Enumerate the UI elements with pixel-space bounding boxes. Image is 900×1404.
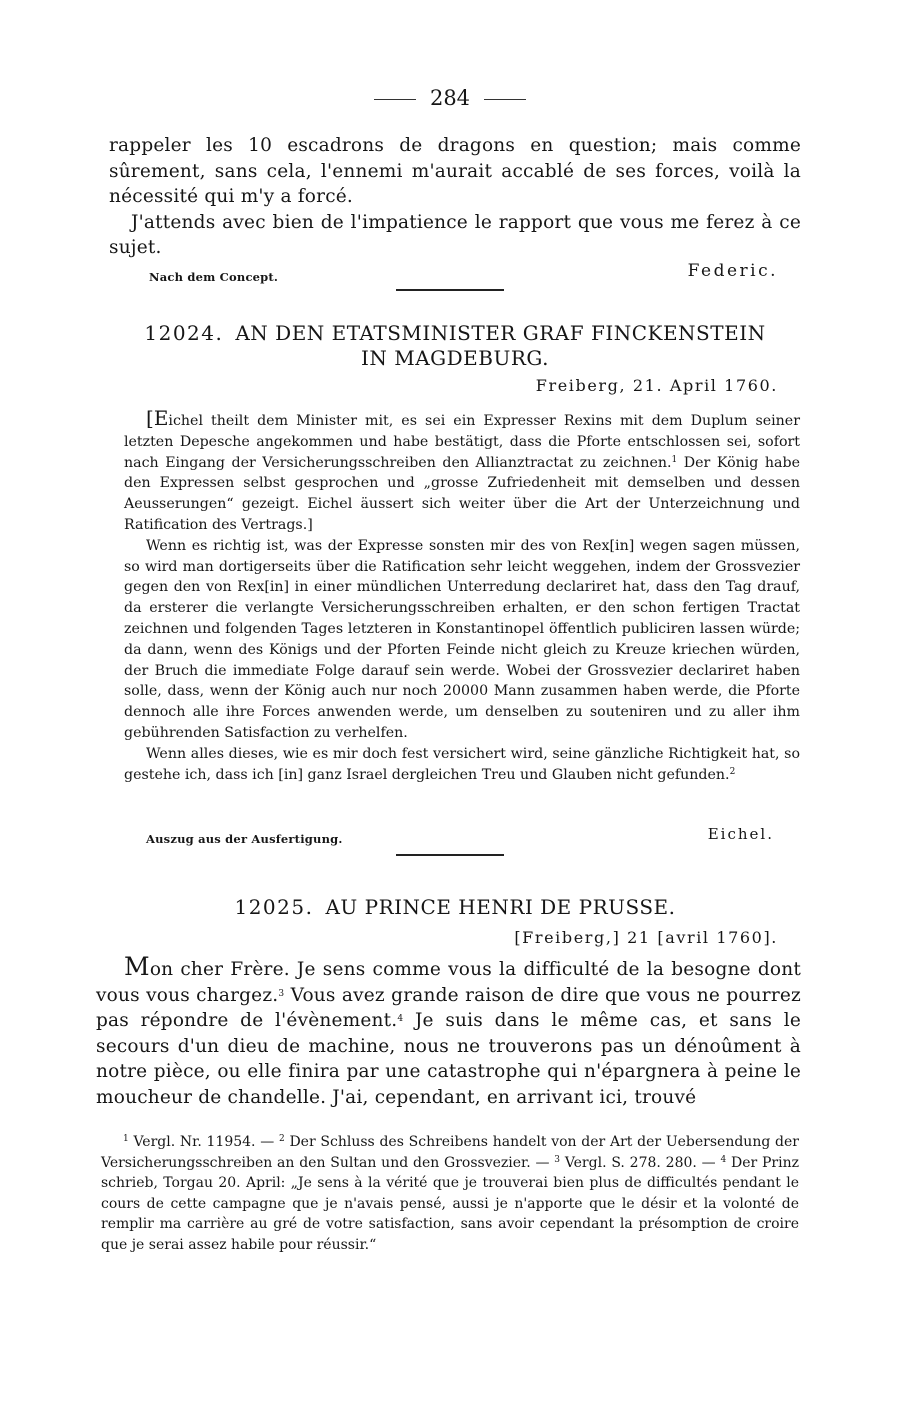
footnote-marker: 3 <box>554 1154 561 1165</box>
footnote-text: $^1$ Vergl. Nr. 11954. — $^2$ Der Schluss des Schreibens handelt von der Art der Uebersendung der Versicherungsschreiben an den Sultan und den Grossvezier. — $^3$ Vergl. S. 278. 280. — $^4$ Der Prinz schrieb, Torgau 20. April: „Je sens à la vérité que je trouverai bien plus de difficultés pendant le cours de cette campagne que je n'avais pensé, aussi je n'apporte que le désir et la volonté de remplir ma carrière au gré de votre satisfaction, sans avoir cependant la présomption de croire que je serai assez habile pour réussir.“ <box>101 1134 799 1253</box>
dateline: Freiberg, 21. April 1760. <box>535 376 778 395</box>
recipient-line: AN DEN ETATSMINISTER GRAF FINCKENSTEIN <box>235 321 766 345</box>
footnote-ref: 2 <box>729 766 736 777</box>
separator-rule <box>396 289 504 291</box>
opening-paragraph: rappeler les 10 escadrons de dragons en question; mais comme sûrement, sans cela, l'ennemi m'aurait accablé de ses forces, voilà la nécessité qui m'y a forcé. <box>109 135 801 207</box>
opening-text <box>109 133 801 261</box>
footnote-ref: 1 <box>671 454 678 465</box>
body-paragraph: Wenn es richtig ist, was der Expresse sonsten mir des von Rex[in] wegen sagen müssen, so wird man dortigerseits über die Ratification sehr leicht weggehen, indem der Grossvezier gegen den von Rex[in] in einer mündlichen Unterredung declariret hat, dass den Tag drauf, da ersterer die verlangte Versicherungsschreiben erhalten, er den schon fertigen Tractat zeichnen und folgenden Tages letzteren in Konstantinopel öffentlich publiciren lassen würde; da dann, wenn des Königs und der Pforten Feinde nicht gleich zu Kreuze kriechen würden, der Bruch die immediate Folge darauf sein werde. Wobei der Grossvezier declariret haben solle, dass, wenn der König auch nur noch 20000 Mann zusammen haben werde, die Pforte dennoch alle ihre Forces anwenden werde, um denselben zu souteniren und zu aller ihm gebührenden Satisfaction zu verhelfen. <box>124 537 800 741</box>
signature: Eichel. <box>707 825 774 843</box>
letter-heading <box>100 895 810 920</box>
signature: Federic. <box>687 261 778 281</box>
letter-number: 12024. <box>144 321 224 345</box>
letter-body <box>96 954 801 1110</box>
page-header <box>0 86 900 110</box>
letter-body <box>124 408 800 785</box>
dateline: [Freiberg,] 21 [avril 1760]. <box>514 928 778 947</box>
opening-paragraph: J'attends avec bien de l'impatience le rapport que vous me ferez à ce sujet. <box>109 211 801 258</box>
source-note: Nach dem Concept. <box>149 270 279 284</box>
footnote-ref: 4 <box>397 1014 404 1024</box>
page-number: 284 <box>429 86 471 110</box>
initial-letter: E <box>153 406 169 430</box>
initial-letter: M <box>124 952 150 981</box>
footnote-marker: 2 <box>278 1134 285 1144</box>
separator-rule <box>396 854 504 856</box>
editorial-summary: [Eichel theilt dem Minister mit, es sei ein Expresser Rexins mit dem Duplum seiner letzten Depesche angekommen und habe bestätigt, dass die Pforte entschlossen sei, sofort nach Eingang der Versicherungsschreiben den Allianztractat zu zeichnen.$^1$ Der König habe den Expressen selbst gesprochen und „grosse Zufriedenheit mit demselben und dessen Aeusserungen“ gezeigt. Eichel äussert sich weiter über die Art der Unterzeichnung und Ratification des Vertrags.] <box>124 406 800 533</box>
recipient-location: IN MAGDEBURG. <box>360 346 550 370</box>
source-note: Auszug aus der Ausfertigung. <box>146 832 343 846</box>
recipient-line: AU PRINCE HENRI DE PRUSSE. <box>325 895 676 919</box>
header-dash-right <box>484 99 526 100</box>
footnote-marker: 4 <box>720 1154 727 1165</box>
footnote-marker: 1 <box>123 1134 129 1144</box>
body-paragraph: Wenn alles dieses, wie es mir doch fest versichert wird, seine gänzliche Richtigkeit hat, so gestehe ich, dass ich [in] ganz Israel dergleichen Treu und Glauben nicht gefunden.$^2$ <box>124 745 800 783</box>
footnote-ref: 3 <box>278 988 285 999</box>
body-paragraph: Mon cher Frère. Je sens comme vous la difficulté de la besogne dont vous vous chargez.$^3$ Vous avez grande raison de dire que vous ne pourrez pas répondre de l'évènement.$^4$ Je suis dans le même cas, et sans le secours d'un dieu de machine, nous ne trouverons pas un dénoûment à notre pièce, ou elle finira par une catastrophe qui n'épargnera à peine le moucheur de chandelle. J'ai, cependant, en arrivant ici, trouvé <box>96 952 801 1108</box>
letter-heading <box>100 321 810 371</box>
footnotes <box>101 1132 799 1255</box>
header-dash-left <box>374 99 416 100</box>
letter-number: 12025. <box>234 895 314 919</box>
